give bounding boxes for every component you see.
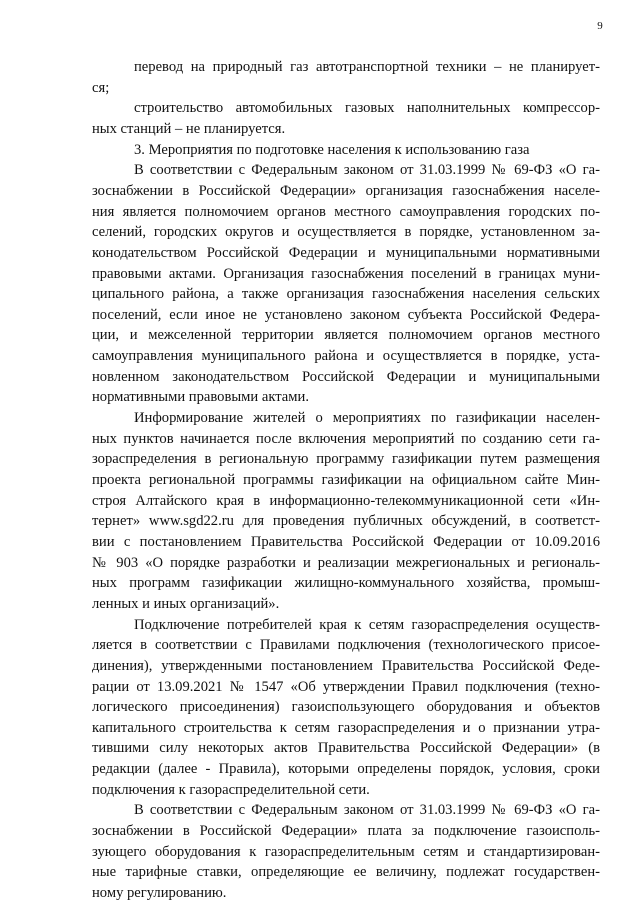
text-line: ния является полномочием органов местного самоуправления городских по- xyxy=(92,204,600,220)
text-line: ся; xyxy=(92,80,110,96)
text-line: нормативными правовыми актами. xyxy=(92,389,309,405)
text-line: поселений, если иное не установлено законом субъекта Российской Федера- xyxy=(92,307,600,323)
text-line: ных станций – не планируется. xyxy=(92,121,286,137)
text-line: конодательством Российской Федерации и муниципальными нормативными xyxy=(92,245,600,261)
text-line: тившими силу некоторых актов Правительства Российской Федерации» (в xyxy=(92,740,600,756)
text-line: зоснабжении в Российской Федерации» плата за подключение газоисполь- xyxy=(92,823,600,839)
text-line: строя Алтайского края в информационно-телекоммуникационной сети «Ин- xyxy=(92,493,600,509)
text-line: ному регулированию. xyxy=(92,885,227,901)
text-line: В соответствии с Федеральным законом от 31.03.1999 № 69-ФЗ «О га- xyxy=(134,802,600,818)
text-line: зующего оборудования к газораспределительным сетям и стандартизирован- xyxy=(92,844,600,860)
text-line: правовыми актами. Организация газоснабжения поселений в границах муни- xyxy=(92,266,600,282)
text-line: ные тарифные ставки, определяющие ее величину, подлежат государствен- xyxy=(92,864,600,880)
text-line: зораспределения в региональную программу газификации путем размещения xyxy=(92,451,600,467)
text-line: ципального района, а также организация газоснабжения населения сельских xyxy=(92,286,600,302)
text-line: проекта региональной программы газификации на официальном сайте Мин- xyxy=(92,472,600,488)
text-line: ных программ газификации жилищно-коммунального хозяйства, промыш- xyxy=(92,575,600,591)
text-line: капитального строительства к сетям газораспределения и о признании утра- xyxy=(92,720,600,736)
text-line: ляется в соответствии с Правилами подключения (технологического присое- xyxy=(92,637,600,653)
text-line: ции, и межселенной территории является полномочием органов местного xyxy=(92,327,600,343)
text-line: новленном законодательством Российской Федерации и муниципальными xyxy=(92,369,600,385)
text-line: Подключение потребителей края к сетям газораспределения осуществ- xyxy=(134,617,600,633)
text-line: зоснабжении в Российской Федерации» организация газоснабжения населе- xyxy=(92,183,600,199)
text-line: тернет» www.sgd22.ru для проведения публичных обсуждений, в соответст- xyxy=(92,513,600,529)
text-line: самоуправления муниципального района и осуществляется в порядке, уста- xyxy=(92,348,600,364)
text-line: рации от 13.09.2021 № 1547 «Об утверждении Правил подключения (техно- xyxy=(92,679,600,695)
page-number: 9 xyxy=(597,20,603,32)
text-line: редакции (далее - Правила), которыми определены порядок, условия, сроки xyxy=(92,761,600,777)
text-line: подключения к газораспределительной сети. xyxy=(92,782,370,798)
text-line: В соответствии с Федеральным законом от 31.03.1999 № 69-ФЗ «О га- xyxy=(134,162,600,178)
text-line: вии с постановлением Правительства Российской Федерации от 10.09.2016 xyxy=(92,534,600,550)
text-line: Информирование жителей о мероприятиях по газификации населен- xyxy=(134,410,600,426)
text-line: селений, городских округов и осуществляется в порядке, установленном за- xyxy=(92,224,600,240)
text-line: перевод на природный газ автотранспортной техники – не планирует- xyxy=(134,59,600,75)
text-line: ленных и иных организаций». xyxy=(92,596,280,612)
text-line: логического присоединения) газоиспользующего оборудования и объектов xyxy=(92,699,600,715)
text-line: ных пунктов начинается после включения мероприятий по созданию сети га- xyxy=(92,431,600,447)
text-line: строительство автомобильных газовых наполнительных компрессор- xyxy=(134,100,600,116)
text-line: № 903 «О порядке разработки и реализации межрегиональных и региональ- xyxy=(92,555,600,571)
text-line: динения), утвержденными постановлением Правительства Российской Феде- xyxy=(92,658,600,674)
section-heading: 3. Мероприятия по подготовке населения к использованию газа xyxy=(134,142,530,158)
